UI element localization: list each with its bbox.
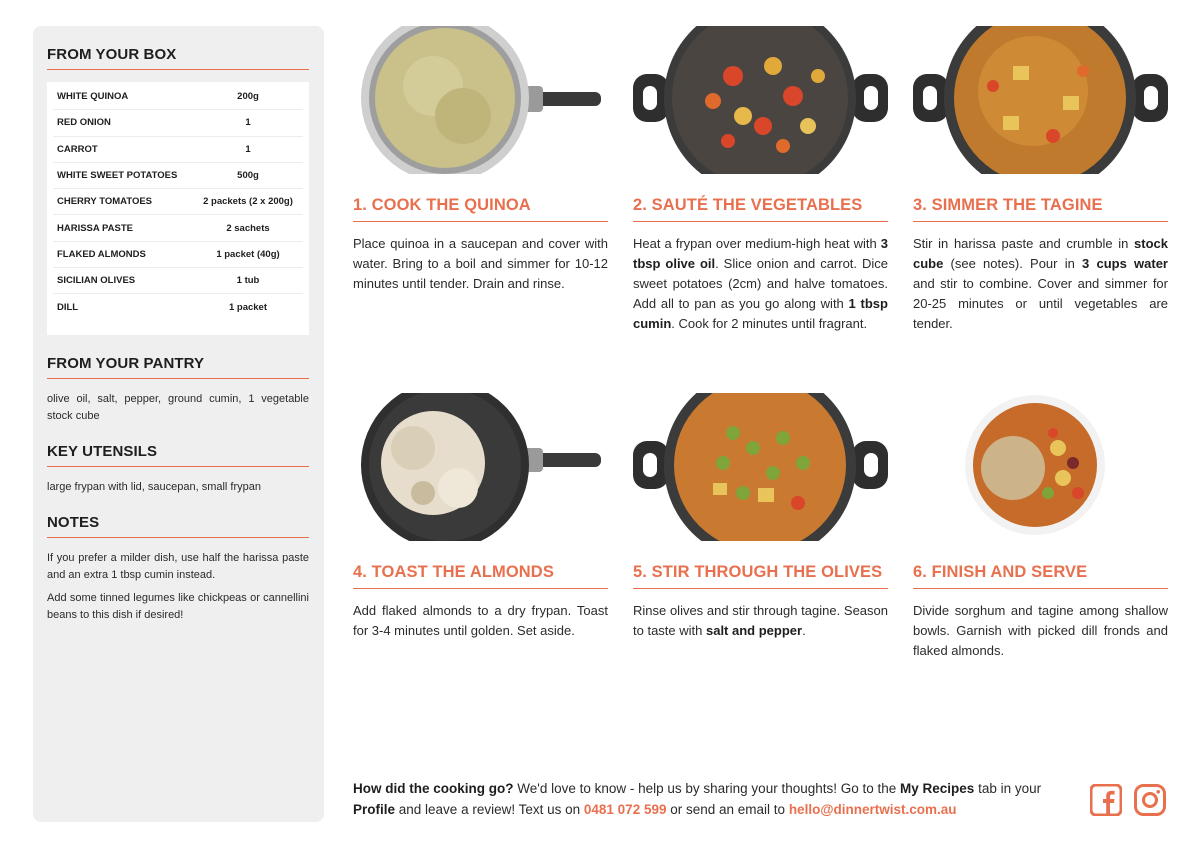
- utensils-heading: KEY UTENSILS: [47, 443, 309, 467]
- ingredient-row: [53, 137, 303, 163]
- my-recipes-link[interactable]: My Recipes: [900, 781, 975, 796]
- step-instructions: [913, 601, 1168, 661]
- notes-heading: NOTES: [47, 514, 309, 538]
- footer-text-4: or send an email to: [666, 802, 789, 817]
- ingredient-qty: 1 packet: [228, 302, 268, 314]
- step-title: 2. SAUTÉ THE VEGETABLES: [633, 196, 888, 222]
- step-instructions: [633, 234, 888, 334]
- ingredient-qty: 2 packets (2 x 200g): [203, 196, 293, 208]
- note-2: Add some tinned legumes like chickpeas or cannellini beans to this dish if desired!: [47, 591, 309, 621]
- ingredient-qty: 2 sachets: [226, 222, 270, 234]
- footer-question: How did the cooking go?: [353, 781, 514, 796]
- quinoa-saucepan-photo: [353, 26, 608, 174]
- ingredient-name: HARISSA PASTE: [57, 222, 134, 234]
- footer-text-3: and leave a review! Text us on: [395, 802, 584, 817]
- pantry-heading: FROM YOUR PANTRY: [47, 355, 309, 379]
- tagine-simmer-photo: [913, 26, 1168, 174]
- instruction-text: .: [802, 623, 806, 638]
- ingredient-row: [53, 294, 303, 320]
- facebook-icon[interactable]: [1090, 784, 1122, 816]
- feedback-footer: [353, 778, 1073, 820]
- ingredient-row: [53, 242, 303, 268]
- ingredient-qty: 1 tub: [236, 275, 260, 287]
- step-instructions: [353, 601, 608, 641]
- ingredient-row: [53, 110, 303, 136]
- ingredient-name: CHERRY TOMATOES: [57, 196, 153, 208]
- instruction-text: Place quinoa in a saucepan and cover with water. Bring to a boil and simmer for 10-12 minutes until tender. Drain and rinse.: [353, 236, 608, 291]
- ingredient-name: RED ONION: [57, 117, 111, 129]
- step-title: 1. COOK THE QUINOA: [353, 196, 608, 222]
- ingredient-name: WHITE SWEET POTATOES: [57, 170, 178, 182]
- bold-ingredient: 3 cups water: [1082, 256, 1168, 271]
- bold-ingredient: salt and pepper: [705, 623, 803, 638]
- step-title: 6. FINISH AND SERVE: [913, 563, 1168, 589]
- toasted-almonds-photo: [353, 393, 608, 541]
- step-2: [633, 26, 888, 334]
- profile-link[interactable]: Profile: [353, 802, 396, 817]
- pantry-text: olive oil, salt, pepper, ground cumin, 1 vegetable stock cube: [47, 392, 309, 422]
- ingredient-row: [53, 189, 303, 215]
- step-5: [633, 393, 888, 641]
- bold-ingredient: 3 tbsp olive oil: [633, 236, 888, 271]
- utensils-text: large frypan with lid, saucepan, small frypan: [47, 480, 261, 493]
- served-bowl-photo: [913, 393, 1168, 541]
- step-instructions: [353, 234, 608, 294]
- step-1: [353, 26, 608, 294]
- step-4: [353, 393, 608, 641]
- ingredient-name: WHITE QUINOA: [57, 91, 129, 103]
- ingredient-qty: 1 packet (40g): [216, 248, 280, 260]
- box-ingredients-table: [47, 82, 309, 335]
- ingredients-sidebar: [33, 26, 324, 822]
- ingredient-qty: 200g: [237, 91, 259, 103]
- ingredient-row: [53, 215, 303, 241]
- instruction-text: Divide sorghum and tagine among shallow bowls. Garnish with picked dill fronds and flaked almonds.: [913, 603, 1168, 658]
- bold-ingredient: 1 tbsp cumin: [633, 296, 888, 331]
- step-instructions: [633, 601, 888, 641]
- ingredient-name: DILL: [57, 302, 79, 314]
- instruction-text: Add flaked almonds to a dry frypan. Toast for 3-4 minutes until golden. Set aside.: [353, 603, 608, 638]
- ingredient-name: FLAKED ALMONDS: [57, 248, 146, 260]
- ingredient-name: SICILIAN OLIVES: [57, 275, 136, 287]
- vegetables-frypan-photo: [633, 26, 888, 174]
- footer-text-1: We'd love to know - help us by sharing your thoughts! Go to the: [513, 781, 901, 796]
- ingredient-name: CARROT: [57, 143, 98, 155]
- olives-tagine-photo: [633, 393, 888, 541]
- email-link[interactable]: hello@dinnertwist.com.au: [788, 802, 957, 817]
- note-1: If you prefer a milder dish, use half the harissa paste and an extra 1 tbsp cumin instead.: [47, 551, 309, 581]
- ingredient-row: [53, 163, 303, 189]
- ingredient-row: [53, 84, 303, 110]
- step-instructions: [913, 234, 1168, 334]
- ingredient-qty: 500g: [237, 170, 259, 182]
- step-title: 4. TOAST THE ALMONDS: [353, 563, 608, 589]
- instruction-text: Heat a frypan over medium-high heat with: [633, 236, 881, 251]
- ingredient-qty: 1: [245, 117, 251, 129]
- box-heading: FROM YOUR BOX: [47, 46, 309, 70]
- instruction-text: Rinse olives and stir through tagine. Season to taste with: [633, 603, 888, 638]
- instruction-text: and stir to combine. Cover and simmer for 20-25 minutes or until vegetables are tender.: [913, 276, 1168, 331]
- step-title: 3. SIMMER THE TAGINE: [913, 196, 1168, 222]
- phone-link[interactable]: 0481 072 599: [583, 802, 667, 817]
- step-6: [913, 393, 1168, 661]
- step-title: 5. STIR THROUGH THE OLIVES: [633, 563, 888, 589]
- ingredient-qty: 1: [245, 143, 251, 155]
- bold-ingredient: stock cube: [913, 236, 1168, 271]
- ingredient-row: [53, 268, 303, 294]
- instruction-text: (see notes). Pour in: [943, 256, 1083, 271]
- footer-text-2: tab in your: [974, 781, 1042, 796]
- step-3: [913, 26, 1168, 334]
- instruction-text: Stir in harissa paste and crumble in: [913, 236, 1135, 251]
- instagram-icon[interactable]: [1134, 784, 1166, 816]
- instruction-text: . Cook for 2 minutes until fragrant.: [671, 316, 868, 331]
- instruction-text: . Slice onion and carrot. Dice sweet potatoes (2cm) and halve tomatoes. Add all to pan as you go along with: [633, 256, 888, 311]
